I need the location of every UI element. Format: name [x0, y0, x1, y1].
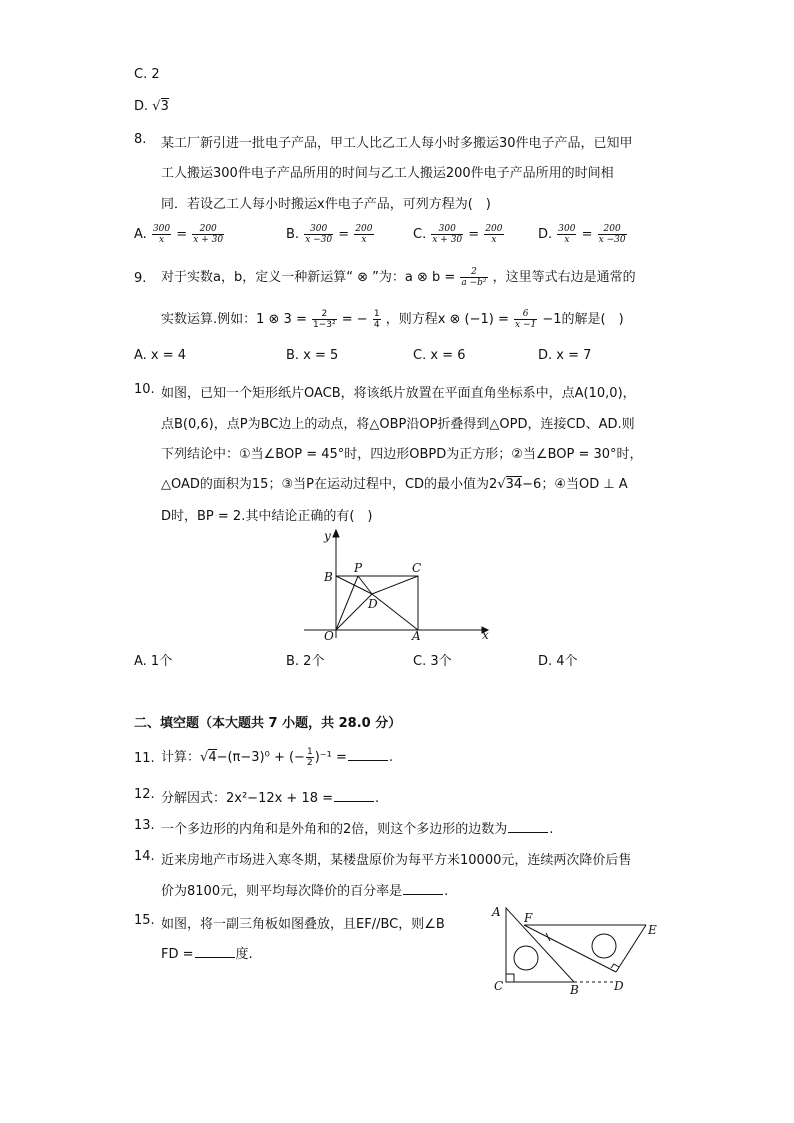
segment-ad [372, 594, 418, 630]
q10-line3: 下列结论中：①当∠BOP = 45°时，四边形OBPD为正方形；②当∠BOP = 30°时， [161, 447, 643, 462]
label-x: x [482, 628, 489, 642]
triangle-hole-left [514, 946, 538, 970]
q10-line1: 如图，已知一个矩形纸片OACB，将该纸片放置在平面直角坐标系中，点A(10,0)， [161, 386, 636, 401]
q9-option-c: C. x = 6 [413, 348, 466, 363]
q8-option-c: C. $\frac{300}{x + 30}$ = $\frac{200}{x}$ [413, 224, 503, 245]
q10-number: 10. [134, 382, 155, 397]
q9-definition-fraction: $\frac{2}{\text{a −b²}}$ [461, 267, 487, 288]
segment-fd [524, 925, 616, 972]
sqrt-symbol: √ [200, 750, 209, 765]
q7-option-c: C. 2 [134, 67, 160, 82]
q11-fraction: $\frac{1}{2}$ [306, 747, 313, 768]
q9-example-fraction: $\frac{2}{\text{1−3²}}$ [313, 309, 336, 330]
label-b: B [324, 570, 333, 584]
label-d: D [368, 597, 378, 611]
segment-op [336, 576, 358, 630]
q9-equation-fraction: $\frac{6}{x -1}$ [515, 309, 537, 330]
q10-line2: 点B(0,6)，点P为BC边上的动点，将△OBP沿OP折叠得到△OPD，连接CD、AD.则 [161, 417, 635, 432]
q12-answer-blank[interactable] [334, 789, 374, 802]
q15-answer-blank[interactable] [195, 945, 235, 958]
q14-line2: 价为8100元，则平均每次降价的百分率是 . [161, 884, 449, 899]
segment-cd [372, 576, 418, 594]
q9-example-result-fraction: $\frac{1}{4}$ [373, 309, 380, 330]
q8-line2: 工人搬运300件电子产品所用的时间与乙工人搬运200件电子产品所用的时间相 [161, 166, 614, 181]
q8-option-b: B. $\frac{300}{x -30}$ = $\frac{200}{x}$ [286, 224, 373, 245]
label-a: A [412, 629, 421, 642]
q11-answer-blank[interactable] [348, 748, 388, 761]
q14-line1: 近来房地产市场进入寒冬期，某楼盘原价为每平方米10000元，连续两次降价后售 [161, 853, 632, 868]
q10-option-d: D. 4个 [538, 654, 578, 669]
label-o: O [324, 629, 334, 642]
label-d: D [614, 979, 624, 993]
q8-line3: 同．若设乙工人每小时搬运x件电子产品，可列方程为( ) [161, 197, 491, 212]
q11-number: 11. [134, 751, 155, 766]
q15-number: 15. [134, 913, 155, 928]
q13-answer-blank[interactable] [508, 820, 548, 833]
q12-expression: 分解因式：2x²−12x + 18 = . [161, 791, 380, 806]
q15-line1: 如图，将一副三角板如图叠放，且EF//BC，则∠B [161, 917, 445, 932]
label-e: E [648, 923, 657, 937]
sqrt-symbol: √ [497, 477, 506, 492]
right-angle-d-marker [611, 964, 619, 968]
q8-number: 8. [134, 132, 147, 147]
q8-option-d: D. $\frac{300}{x}$ = $\frac{200}{x -30}$ [538, 224, 626, 245]
label-y: y [324, 529, 331, 543]
sqrt-symbol: √ [152, 99, 161, 114]
q15-triangle-figure [486, 902, 666, 998]
q10-coordinate-figure [296, 526, 496, 642]
q14-answer-blank[interactable] [403, 882, 443, 895]
q9-line1: 对于实数a，b，定义一种新运算“ ⊗ ”为：a ⊗ b = $\frac{2}{\text{a −b²}}$ ，这里等式右边是通常的 [161, 267, 636, 288]
q9-line2: 实数运算.例如：1 ⊗ 3 = $\frac{2}{\text{1−3²}}$ = − $\frac{1}{4}$ ，则方程x ⊗ (−1) = $\frac{6}{x -1}$ −1的解是( ) [161, 309, 624, 330]
label-b: B [570, 983, 579, 997]
q10-option-a: A. 1个 [134, 654, 173, 669]
q11-expression: 计算：√4−(π−3)⁰ + (− $\frac{1}{2}$ )⁻¹ = . [161, 747, 393, 768]
triangle-hole-right [592, 934, 616, 958]
q8-line1: 某工厂新引进一批电子产品，甲工人比乙工人每小时多搬运30件电子产品，已知甲 [161, 136, 633, 151]
q12-number: 12. [134, 787, 155, 802]
q14-number: 14. [134, 849, 155, 864]
label-a: A [492, 905, 501, 919]
q10-option-b: B. 2个 [286, 654, 325, 669]
right-angle-c-marker [506, 974, 514, 982]
q9-number: 9. [134, 271, 147, 286]
section-2-title: 二、填空题（本大题共 7 小题，共 28.0 分） [134, 716, 402, 731]
label-p: P [354, 561, 363, 575]
q13-number: 13. [134, 818, 155, 833]
label-c: C [412, 561, 422, 575]
q8-option-a: A. $\frac{300}{x}$ = $\frac{200}{x + 30}$ [134, 224, 224, 245]
q10-line4: △OAD的面积为15；③当P在运动过程中，CD的最小值为2√34−6；④当OD ⊥ A [161, 477, 628, 492]
q9-option-d: D. x = 7 [538, 348, 592, 363]
segment-bd [336, 576, 372, 594]
label-f: F [524, 911, 533, 925]
q13-text: 一个多边形的内角和是外角和的2倍，则这个多边形的边数为 . [161, 822, 554, 837]
q10-line5: D时，BP = 2.其中结论正确的有( ) [161, 509, 373, 524]
q9-option-a: A. x = 4 [134, 348, 187, 363]
segment-od [336, 594, 372, 630]
q15-line2: FD = 度. [161, 947, 253, 962]
y-axis-arrow-icon [333, 530, 339, 537]
q7-option-d: D. √3 [134, 99, 169, 114]
q9-option-b: B. x = 5 [286, 348, 339, 363]
segment-ed [616, 925, 646, 972]
q10-option-c: C. 3个 [413, 654, 452, 669]
label-c: C [494, 979, 504, 993]
segment-pd [358, 576, 372, 594]
